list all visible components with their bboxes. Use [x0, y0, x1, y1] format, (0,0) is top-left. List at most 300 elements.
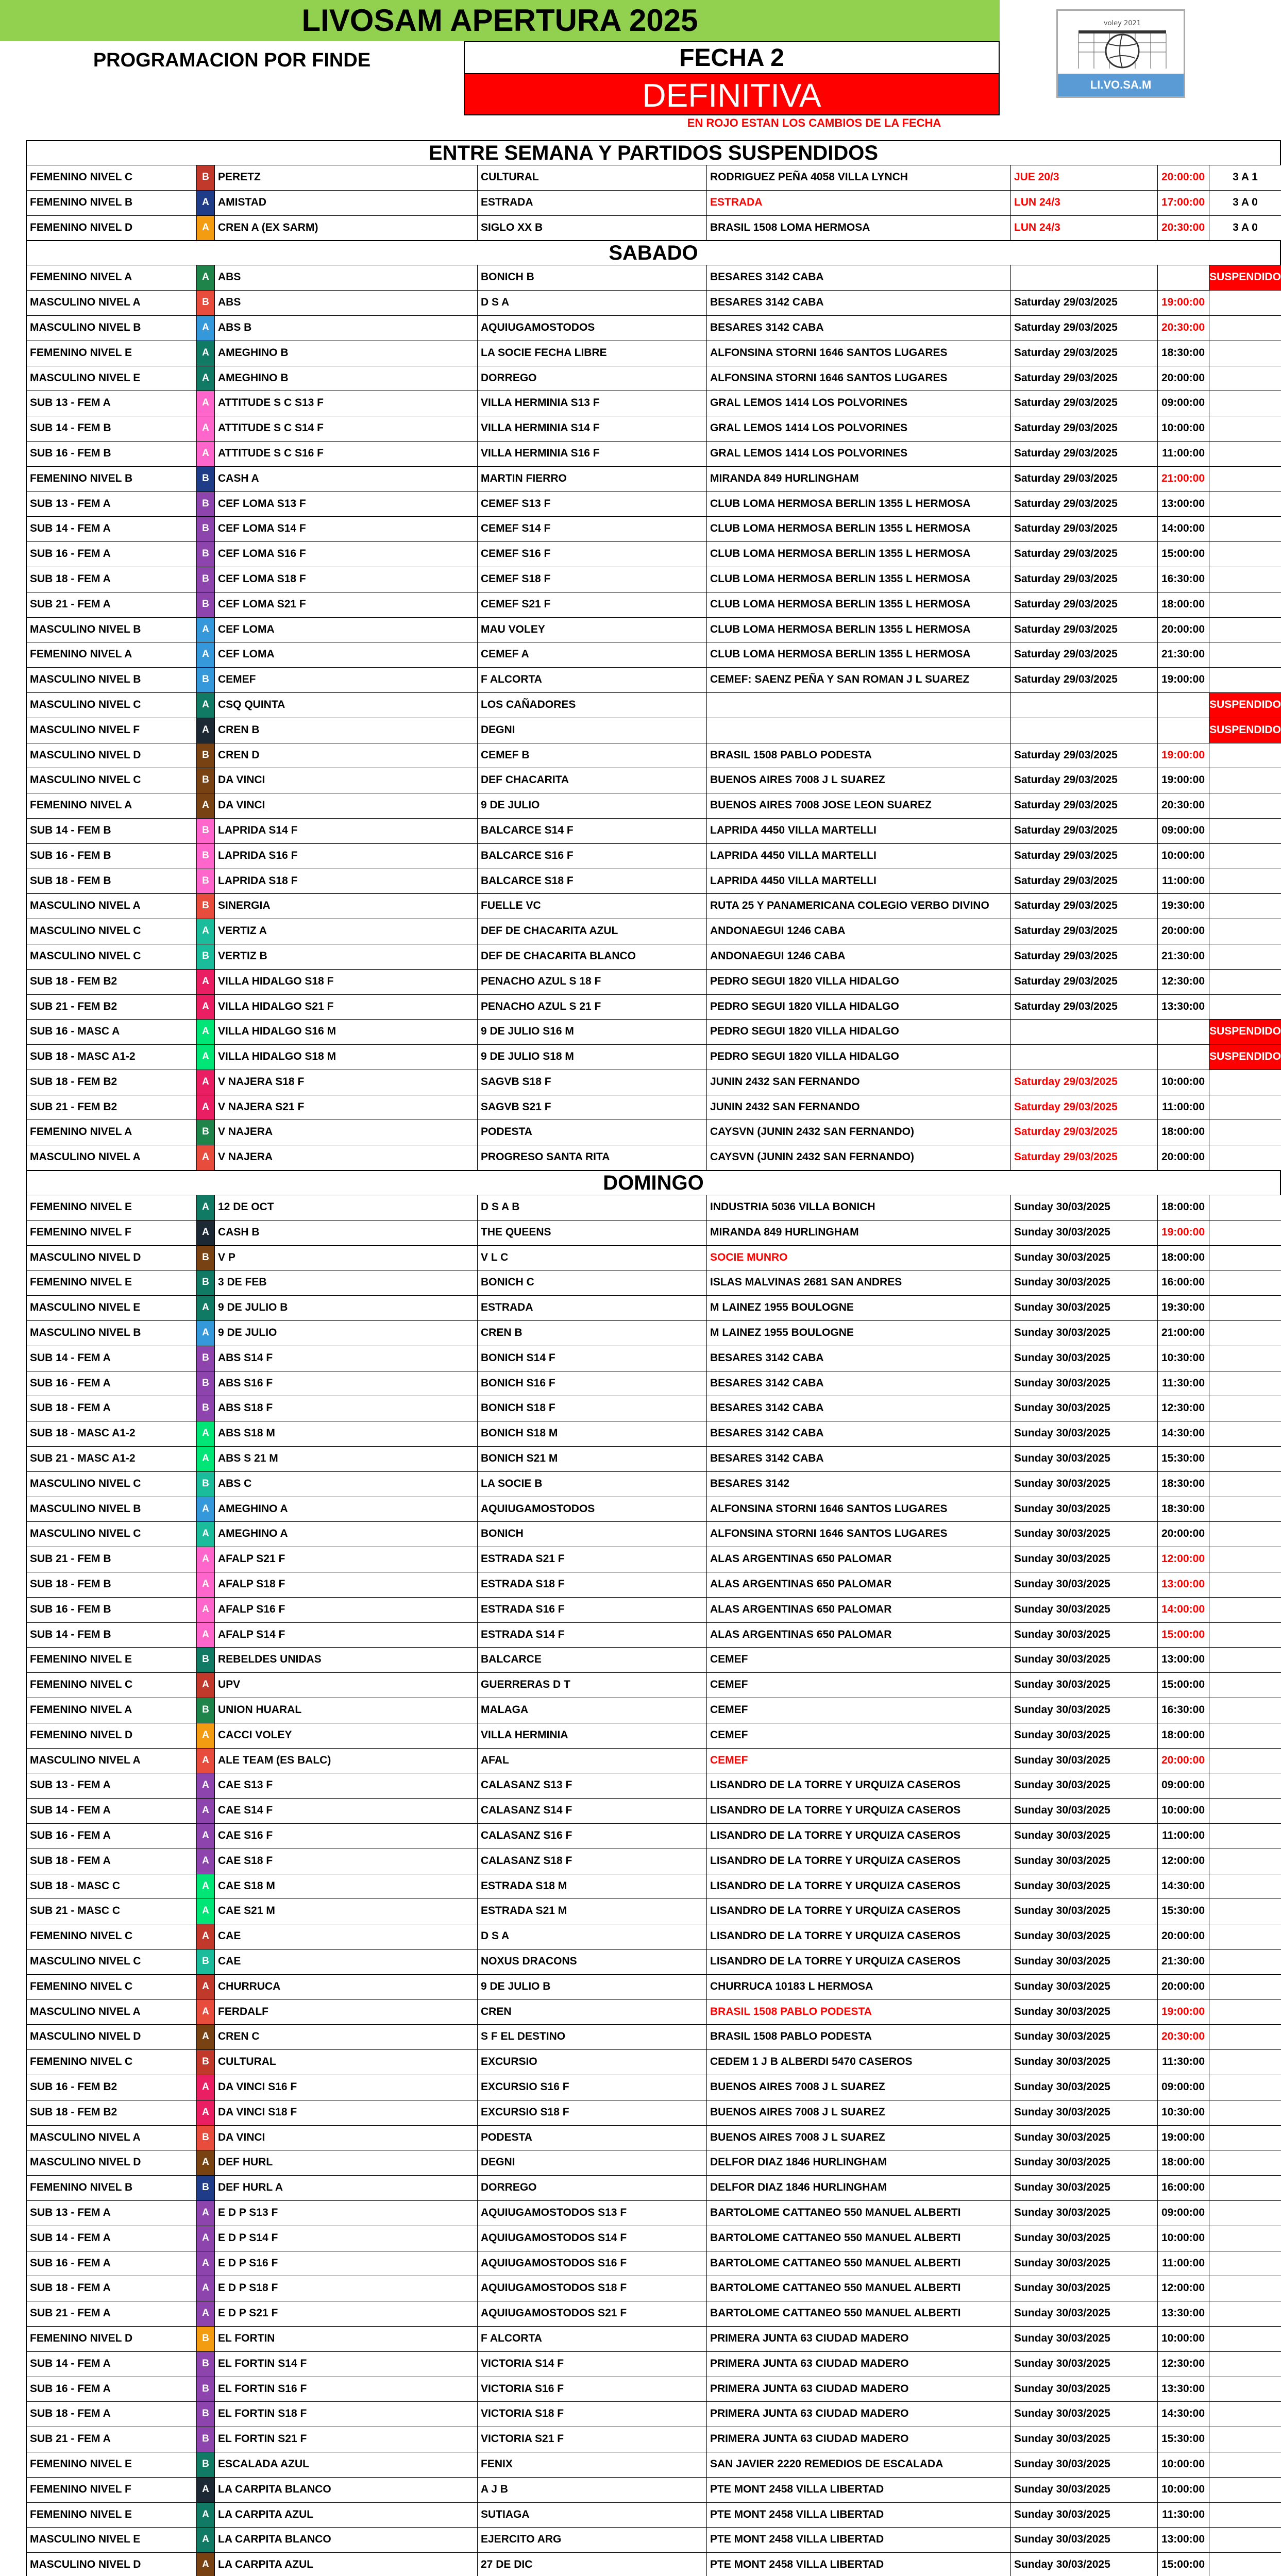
venue: CLUB LOMA HERMOSA BERLIN 1355 L HERMOSA: [707, 618, 1011, 642]
away-team: EXCURSIO S18 F: [478, 2100, 707, 2125]
table-row: [26, 919, 1281, 944]
match-time: 21:30:00: [1158, 944, 1209, 969]
match-date: Sunday 30/03/2025: [1011, 2276, 1158, 2301]
away-team: CEMEF S13 F: [478, 492, 707, 517]
category: SUB 21 - FEM B: [28, 1547, 197, 1572]
category: SUB 16 - FEM B2: [28, 2075, 197, 2100]
category: MASCULINO NIVEL C: [28, 944, 197, 969]
match-date: Saturday 29/03/2025: [1011, 592, 1158, 617]
table-row: [26, 2075, 1281, 2100]
result: [1209, 618, 1281, 642]
away-team: BONICH S16 F: [478, 1371, 707, 1396]
result: [1209, 768, 1281, 793]
result: 3 A 1: [1209, 165, 1281, 190]
home-team: DEF HURL: [215, 2150, 478, 2175]
result: [1209, 341, 1281, 366]
home-team: E D P S16 F: [215, 2251, 478, 2276]
match-time: 20:00:00: [1158, 366, 1209, 391]
result: [1209, 2251, 1281, 2276]
group-badge: B: [197, 517, 215, 541]
category: MASCULINO NIVEL C: [28, 1472, 197, 1497]
group-badge: A: [197, 995, 215, 1020]
result: [1209, 1572, 1281, 1597]
away-team: CALASANZ S14 F: [478, 1799, 707, 1823]
match-date: Sunday 30/03/2025: [1011, 1421, 1158, 1446]
result: [1209, 2528, 1281, 2552]
venue: CEMEF: [707, 1698, 1011, 1723]
result: SUSPENDIDO: [1209, 693, 1281, 718]
home-team: CHURRUCA: [215, 1975, 478, 1999]
table-row: [26, 617, 1281, 642]
match-date: [1011, 693, 1158, 718]
table-row: [26, 2251, 1281, 2276]
table-row: [26, 1949, 1281, 1974]
match-time: 10:00:00: [1158, 2478, 1209, 2502]
category: FEMENINO NIVEL E: [28, 1195, 197, 1220]
table-row: [26, 1924, 1281, 1949]
match-date: Sunday 30/03/2025: [1011, 1246, 1158, 1270]
result: [1209, 1447, 1281, 1471]
match-time: 18:00:00: [1158, 1120, 1209, 1145]
match-date: Saturday 29/03/2025: [1011, 467, 1158, 492]
away-team: A J B: [478, 2478, 707, 2502]
match-time: 16:30:00: [1158, 1698, 1209, 1723]
match-date: Sunday 30/03/2025: [1011, 1698, 1158, 1723]
venue: BARTOLOME CATTANEO 550 MANUEL ALBERTI: [707, 2251, 1011, 2276]
home-team: CAE S14 F: [215, 1799, 478, 1823]
match-time: 09:00:00: [1158, 2201, 1209, 2226]
home-team: 12 DE OCT: [215, 1195, 478, 1220]
match-date: Saturday 29/03/2025: [1011, 416, 1158, 441]
result: [1209, 2427, 1281, 2452]
table-row: [26, 1999, 1281, 2025]
home-team: AMEGHINO A: [215, 1497, 478, 1522]
venue: CLUB LOMA HERMOSA BERLIN 1355 L HERMOSA: [707, 517, 1011, 541]
category: SUB 16 - FEM A: [28, 1371, 197, 1396]
result: [1209, 391, 1281, 416]
match-date: Sunday 30/03/2025: [1011, 1799, 1158, 1823]
match-date: Sunday 30/03/2025: [1011, 2100, 1158, 2125]
match-time: 20:00:00: [1158, 919, 1209, 944]
home-team: AMEGHINO A: [215, 1522, 478, 1547]
home-team: ESCALADA AZUL: [215, 2452, 478, 2477]
group-badge: A: [197, 1723, 215, 1748]
group-badge: A: [197, 265, 215, 290]
match-time: 17:00:00: [1158, 191, 1209, 215]
venue: BRASIL 1508 PABLO PODESTA: [707, 2000, 1011, 2025]
group-badge: B: [197, 2402, 215, 2427]
home-team: LA CARPITA AZUL: [215, 2503, 478, 2528]
category: MASCULINO NIVEL D: [28, 743, 197, 768]
group-badge: A: [197, 2000, 215, 2025]
venue: DELFOR DIAZ 1846 HURLINGHAM: [707, 2176, 1011, 2200]
match-date: Saturday 29/03/2025: [1011, 793, 1158, 818]
schedule-table: [26, 140, 1281, 2576]
group-badge: A: [197, 1321, 215, 1346]
away-team: ESTRADA S21 F: [478, 1547, 707, 1572]
category: FEMENINO NIVEL C: [28, 1975, 197, 1999]
home-team: CASH A: [215, 467, 478, 492]
away-team: AQUIUGAMOSTODOS S18 F: [478, 2276, 707, 2301]
match-date: Sunday 30/03/2025: [1011, 1773, 1158, 1798]
group-badge: A: [197, 1849, 215, 1874]
table-row: [26, 541, 1281, 567]
away-team: VICTORIA S18 F: [478, 2402, 707, 2427]
match-time: 12:00:00: [1158, 2276, 1209, 2301]
away-team: CEMEF S18 F: [478, 567, 707, 592]
match-date: Sunday 30/03/2025: [1011, 1195, 1158, 1220]
away-team: SUTIAGA: [478, 2503, 707, 2528]
group-badge: B: [197, 2126, 215, 2150]
table-row: [26, 1346, 1281, 1371]
result: [1209, 542, 1281, 567]
group-badge: A: [197, 693, 215, 718]
home-team: AMISTAD: [215, 191, 478, 215]
venue: RODRIGUEZ PEÑA 4058 VILLA LYNCH: [707, 165, 1011, 190]
match-time: 18:00:00: [1158, 1195, 1209, 1220]
match-time: 15:00:00: [1158, 2553, 1209, 2576]
category: MASCULINO NIVEL D: [28, 2553, 197, 2576]
venue: GRAL LEMOS 1414 LOS POLVORINES: [707, 416, 1011, 441]
table-row: [26, 1044, 1281, 1070]
category: FEMENINO NIVEL C: [28, 165, 197, 190]
category: MASCULINO NIVEL F: [28, 718, 197, 743]
table-row: [26, 1899, 1281, 1924]
home-team: CACCI VOLEY: [215, 1723, 478, 1748]
group-badge: A: [197, 2251, 215, 2276]
home-team: DA VINCI: [215, 768, 478, 793]
category: MASCULINO NIVEL D: [28, 2025, 197, 2049]
home-team: CEF LOMA S18 F: [215, 567, 478, 592]
group-badge: A: [197, 366, 215, 391]
home-team: CAE: [215, 1950, 478, 1974]
group-badge: B: [197, 1346, 215, 1371]
table-row: [26, 2527, 1281, 2552]
venue: LISANDRO DE LA TORRE Y URQUIZA CASEROS: [707, 1950, 1011, 1974]
away-team: PENACHO AZUL S 18 F: [478, 970, 707, 994]
venue: INDUSTRIA 5036 VILLA BONICH: [707, 1195, 1011, 1220]
match-date: Sunday 30/03/2025: [1011, 2327, 1158, 2351]
group-badge: A: [197, 1749, 215, 1773]
venue: M LAINEZ 1955 BOULOGNE: [707, 1296, 1011, 1320]
match-time: 10:00:00: [1158, 2452, 1209, 2477]
match-date: Saturday 29/03/2025: [1011, 1120, 1158, 1145]
home-team: CREN B: [215, 718, 478, 743]
result: [1209, 416, 1281, 441]
home-team: CREN C: [215, 2025, 478, 2049]
category: SUB 16 - FEM B: [28, 442, 197, 466]
match-time: 19:00:00: [1158, 2126, 1209, 2150]
category: MASCULINO NIVEL C: [28, 1950, 197, 1974]
result: [1209, 844, 1281, 869]
away-team: BONICH C: [478, 1270, 707, 1295]
venue: CHURRUCA 10183 L HERMOSA: [707, 1975, 1011, 1999]
away-team: DEF DE CHACARITA BLANCO: [478, 944, 707, 969]
match-date: Saturday 29/03/2025: [1011, 995, 1158, 1020]
venue: PTE MONT 2458 VILLA LIBERTAD: [707, 2478, 1011, 2502]
table-row: [26, 2401, 1281, 2427]
venue: BRASIL 1508 PABLO PODESTA: [707, 743, 1011, 768]
away-team: AQUIUGAMOSTODOS S13 F: [478, 2201, 707, 2226]
result: SUSPENDIDO: [1209, 718, 1281, 743]
table-row: [26, 1145, 1281, 1170]
table-row: [26, 2301, 1281, 2326]
group-badge: B: [197, 467, 215, 492]
match-time: 10:00:00: [1158, 2327, 1209, 2351]
category: MASCULINO NIVEL A: [28, 1145, 197, 1170]
group-badge: A: [197, 2100, 215, 2125]
result: [1209, 1899, 1281, 1924]
result: [1209, 2050, 1281, 2075]
match-date: Sunday 30/03/2025: [1011, 1849, 1158, 1874]
match-date: Sunday 30/03/2025: [1011, 1547, 1158, 1572]
result: [1209, 2100, 1281, 2125]
match-date: Sunday 30/03/2025: [1011, 1572, 1158, 1597]
home-team: CEF LOMA: [215, 618, 478, 642]
home-team: CULTURAL: [215, 2050, 478, 2075]
venue: [707, 693, 1011, 718]
category: SUB 18 - MASC C: [28, 1874, 197, 1899]
match-date: [1011, 265, 1158, 290]
table-row: [26, 1295, 1281, 1320]
group-badge: B: [197, 2427, 215, 2452]
home-team: CAE S13 F: [215, 1773, 478, 1798]
venue: CEMEF: SAENZ PEÑA Y SAN ROMAN J L SUAREZ: [707, 668, 1011, 692]
match-time: 12:30:00: [1158, 970, 1209, 994]
category: MASCULINO NIVEL B: [28, 1321, 197, 1346]
group-badge: B: [197, 492, 215, 517]
table-row: [26, 1698, 1281, 1723]
match-date: Sunday 30/03/2025: [1011, 1396, 1158, 1421]
match-date: Sunday 30/03/2025: [1011, 1648, 1158, 1672]
result: [1209, 1421, 1281, 1446]
group-badge: A: [197, 1547, 215, 1572]
table-row: [26, 2226, 1281, 2251]
result: SUSPENDIDO: [1209, 1045, 1281, 1070]
home-team: AFALP S16 F: [215, 1598, 478, 1622]
group-badge: A: [197, 1045, 215, 1070]
away-team: GUERRERAS D T: [478, 1673, 707, 1698]
result: [1209, 2553, 1281, 2576]
away-team: BONICH S18 M: [478, 1421, 707, 1446]
home-team: VERTIZ B: [215, 944, 478, 969]
table-row: [26, 1974, 1281, 1999]
home-team: CAE S18 F: [215, 1849, 478, 1874]
match-time: 15:30:00: [1158, 1447, 1209, 1471]
venue: MIRANDA 849 HURLINGHAM: [707, 467, 1011, 492]
home-team: DA VINCI: [215, 793, 478, 818]
away-team: CEMEF A: [478, 642, 707, 667]
match-time: 18:00:00: [1158, 592, 1209, 617]
home-team: EL FORTIN S21 F: [215, 2427, 478, 2452]
away-team: ESTRADA S16 F: [478, 1598, 707, 1622]
match-date: Sunday 30/03/2025: [1011, 1472, 1158, 1497]
match-time: 19:00:00: [1158, 768, 1209, 793]
venue: CAYSVN (JUNIN 2432 SAN FERNANDO): [707, 1120, 1011, 1145]
group-badge: A: [197, 1773, 215, 1798]
away-team: DEF CHACARITA: [478, 768, 707, 793]
match-date: Saturday 29/03/2025: [1011, 542, 1158, 567]
venue: ANDONAEGUI 1246 CABA: [707, 919, 1011, 944]
result: [1209, 1975, 1281, 1999]
result: [1209, 743, 1281, 768]
group-badge: A: [197, 1572, 215, 1597]
away-team: BALCARCE S14 F: [478, 819, 707, 843]
category: FEMENINO NIVEL B: [28, 191, 197, 215]
away-team: CEMEF S16 F: [478, 542, 707, 567]
category: FEMENINO NIVEL A: [28, 642, 197, 667]
group-badge: A: [197, 216, 215, 241]
category: FEMENINO NIVEL A: [28, 265, 197, 290]
away-team: NOXUS DRACONS: [478, 1950, 707, 1974]
home-team: ABS S18 F: [215, 1396, 478, 1421]
home-team: LA CARPITA BLANCO: [215, 2528, 478, 2552]
category: SUB 18 - FEM B2: [28, 2100, 197, 2125]
category: SUB 16 - FEM B: [28, 1598, 197, 1622]
table-row: [26, 768, 1281, 793]
home-team: AFALP S21 F: [215, 1547, 478, 1572]
venue: CEDEM 1 J B ALBERDI 5470 CASEROS: [707, 2050, 1011, 2075]
status-banner: DEFINITIVA: [464, 73, 1000, 115]
venue: BARTOLOME CATTANEO 550 MANUEL ALBERTI: [707, 2226, 1011, 2251]
table-row: [26, 441, 1281, 466]
category: SUB 21 - FEM B2: [28, 995, 197, 1020]
away-team: ESTRADA S18 M: [478, 1874, 707, 1899]
match-time: 13:30:00: [1158, 995, 1209, 1020]
table-row: [26, 2377, 1281, 2402]
match-date: Sunday 30/03/2025: [1011, 2150, 1158, 2175]
match-date: Saturday 29/03/2025: [1011, 567, 1158, 592]
category: FEMENINO NIVEL D: [28, 1723, 197, 1748]
result: [1209, 467, 1281, 492]
home-team: ABS C: [215, 1472, 478, 1497]
away-team: VICTORIA S21 F: [478, 2427, 707, 2452]
match-date: Sunday 30/03/2025: [1011, 2226, 1158, 2251]
group-badge: B: [197, 894, 215, 919]
group-badge: B: [197, 1396, 215, 1421]
away-team: MAU VOLEY: [478, 618, 707, 642]
venue: BESARES 3142 CABA: [707, 1447, 1011, 1471]
match-time: 20:00:00: [1158, 165, 1209, 190]
venue: PRIMERA JUNTA 63 CIUDAD MADERO: [707, 2402, 1011, 2427]
venue: BRASIL 1508 LOMA HERMOSA: [707, 216, 1011, 241]
table-row: [26, 1547, 1281, 1572]
away-team: LA SOCIE FECHA LIBRE: [478, 341, 707, 366]
venue: BUENOS AIRES 7008 JOSE LEON SUAREZ: [707, 793, 1011, 818]
match-date: Saturday 29/03/2025: [1011, 316, 1158, 341]
venue: BESARES 3142 CABA: [707, 291, 1011, 315]
table-row: [26, 2502, 1281, 2528]
group-badge: A: [197, 1497, 215, 1522]
category: SUB 18 - FEM B: [28, 1572, 197, 1597]
home-team: EL FORTIN: [215, 2327, 478, 2351]
home-team: VILLA HIDALGO S18 M: [215, 1045, 478, 1070]
group-badge: B: [197, 567, 215, 592]
match-date: Sunday 30/03/2025: [1011, 2251, 1158, 2276]
home-team: CSQ QUINTA: [215, 693, 478, 718]
table-row: [26, 1748, 1281, 1773]
result: [1209, 1221, 1281, 1245]
category: SUB 14 - FEM A: [28, 2226, 197, 2251]
venue: CEMEF: [707, 1648, 1011, 1672]
match-time: 19:00:00: [1158, 743, 1209, 768]
away-team: BALCARCE S16 F: [478, 844, 707, 869]
category: MASCULINO NIVEL A: [28, 2126, 197, 2150]
category: SUB 18 - FEM A: [28, 2402, 197, 2427]
group-badge: A: [197, 1623, 215, 1648]
result: [1209, 316, 1281, 341]
result: [1209, 567, 1281, 592]
category: SUB 14 - FEM B: [28, 1623, 197, 1648]
match-time: 14:00:00: [1158, 1598, 1209, 1622]
match-time: 15:00:00: [1158, 1623, 1209, 1648]
venue: ALFONSINA STORNI 1646 SANTOS LUGARES: [707, 1497, 1011, 1522]
result: SUSPENDIDO: [1209, 1020, 1281, 1044]
venue: PEDRO SEGUI 1820 VILLA HIDALGO: [707, 1020, 1011, 1044]
away-team: ESTRADA S18 F: [478, 1572, 707, 1597]
category: FEMENINO NIVEL C: [28, 1924, 197, 1949]
home-team: ABS S18 M: [215, 1421, 478, 1446]
result: [1209, 1246, 1281, 1270]
table-row: [26, 1471, 1281, 1497]
venue: ISLAS MALVINAS 2681 SAN ANDRES: [707, 1270, 1011, 1295]
match-date: Saturday 29/03/2025: [1011, 642, 1158, 667]
away-team: ESTRADA S21 M: [478, 1899, 707, 1924]
venue: BESARES 3142 CABA: [707, 265, 1011, 290]
result: [1209, 1698, 1281, 1723]
category: SUB 21 - FEM A: [28, 592, 197, 617]
group-badge: A: [197, 2478, 215, 2502]
category: SUB 13 - FEM A: [28, 391, 197, 416]
venue: PRIMERA JUNTA 63 CIUDAD MADERO: [707, 2352, 1011, 2377]
match-time: [1158, 265, 1209, 290]
page-title: LIVOSAM APERTURA 2025: [0, 0, 1000, 41]
home-team: CAE: [215, 1924, 478, 1949]
table-row: [26, 1120, 1281, 1145]
home-team: V NAJERA: [215, 1145, 478, 1170]
match-date: Saturday 29/03/2025: [1011, 970, 1158, 994]
table-row: [26, 416, 1281, 441]
match-time: 12:30:00: [1158, 2352, 1209, 2377]
home-team: PERETZ: [215, 165, 478, 190]
match-date: Saturday 29/03/2025: [1011, 844, 1158, 869]
away-team: DORREGO: [478, 366, 707, 391]
category: SUB 18 - FEM B: [28, 869, 197, 894]
home-team: CAE S16 F: [215, 1824, 478, 1849]
match-date: Saturday 29/03/2025: [1011, 944, 1158, 969]
table-row: [26, 492, 1281, 517]
match-date: Saturday 29/03/2025: [1011, 1095, 1158, 1120]
result: [1209, 1673, 1281, 1698]
category: MASCULINO NIVEL C: [28, 768, 197, 793]
group-badge: A: [197, 442, 215, 466]
home-team: E D P S14 F: [215, 2226, 478, 2251]
group-badge: A: [197, 341, 215, 366]
match-time: 20:00:00: [1158, 1975, 1209, 1999]
category: SUB 18 - FEM A: [28, 1396, 197, 1421]
table-row: [26, 692, 1281, 718]
category: SUB 16 - FEM A: [28, 1824, 197, 1849]
table-row: [26, 1095, 1281, 1120]
result: [1209, 642, 1281, 667]
group-badge: A: [197, 1874, 215, 1899]
table-row: [26, 2477, 1281, 2502]
match-date: Saturday 29/03/2025: [1011, 743, 1158, 768]
match-time: 20:30:00: [1158, 316, 1209, 341]
match-date: Sunday 30/03/2025: [1011, 2201, 1158, 2226]
match-time: 09:00:00: [1158, 2075, 1209, 2100]
match-time: 21:30:00: [1158, 642, 1209, 667]
